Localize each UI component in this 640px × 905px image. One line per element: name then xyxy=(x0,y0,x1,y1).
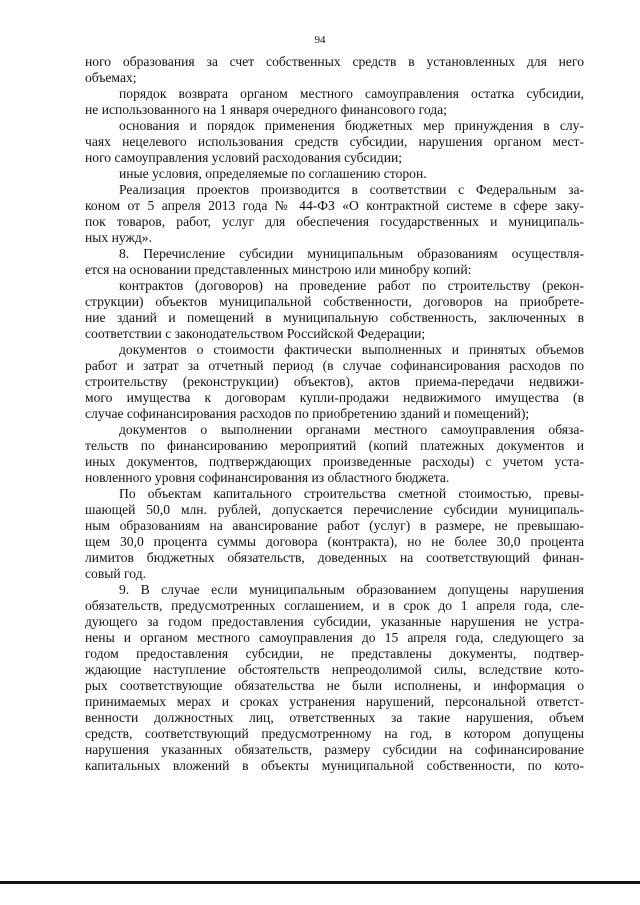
text-line: строительству (реконструкции) объектов), актов приема-передачи недвижи- xyxy=(85,374,584,389)
text-line: работ и затрат за отчетный период (в случае софинансирования расходов по xyxy=(85,358,584,373)
text-line: объемах; xyxy=(85,70,137,85)
text-line: По объектам капитального строительства сметной стоимостью, превы- xyxy=(119,486,584,501)
page-number: 94 xyxy=(314,34,326,46)
text-line: 9. В случае если муниципальным образованием допущены нарушения xyxy=(119,582,584,597)
text-line: документов о выполнении органами местного самоуправления обяза- xyxy=(119,422,584,437)
bottom-rule xyxy=(0,881,640,884)
text-line: лимитов бюджетных обязательств, доведенных на соответствующий финан- xyxy=(85,550,584,565)
text-line: совый год. xyxy=(85,566,147,581)
text-line: ждающие наступление обстоятельств непреодолимой силы, вследствие кото- xyxy=(85,662,584,677)
text-line: обязательств, предусмотренных соглашением, и в срок до 1 апреля года, сле- xyxy=(85,598,584,613)
text-line: капитальных вложений в объекты муниципальной собственности, по кото- xyxy=(85,758,584,773)
text-line: нены и органом местного самоуправления до 15 апреля года, следующего за xyxy=(85,630,584,645)
text-line: основания и порядок применения бюджетных мер принуждения в слу- xyxy=(119,118,584,133)
text-line: принимаемых мерах и сроках устранения нарушений, персональной ответст- xyxy=(85,694,584,709)
text-line: ного образования за счет собственных средств в установленных для него xyxy=(85,54,584,69)
document-body xyxy=(85,54,584,774)
text-line: ным образованиям на авансирование работ (услуг) в размере, не превышаю- xyxy=(85,518,584,533)
text-line: 8. Перечисление субсидии муниципальным образованиям осуществля- xyxy=(119,246,584,261)
text-line: пок товаров, работ, услуг для обеспечения государственных и муниципаль- xyxy=(85,214,584,229)
text-line: новленного уровня софинансирования из областного бюджета. xyxy=(85,470,450,485)
text-line: щем 30,0 процента суммы договора (контракта), но не более 30,0 процента xyxy=(85,534,584,549)
text-line: мого имущества к договорам купли-продажи недвижимого имущества (в xyxy=(85,390,584,405)
text-line: соответствии с законодательством Российской Федерации; xyxy=(85,326,426,341)
text-line: не использованного на 1 января очередного финансового года; xyxy=(85,102,447,117)
text-line: документов о стоимости фактически выполненных и принятых объемов xyxy=(119,342,584,357)
text-line: годом предоставления субсидии, не представлены документы, подтвер- xyxy=(85,646,584,661)
text-line: ного самоуправления условий расходования субсидии; xyxy=(85,150,403,165)
text-line: тельств по финансированию мероприятий (копий платежных документов и xyxy=(85,438,584,453)
text-line: иные условия, определяемые по соглашению сторон. xyxy=(119,166,427,181)
text-line: случае софинансирования расходов по приобретению зданий и помещений); xyxy=(85,406,530,421)
text-line: ние зданий и помещений в муниципальную собственность, заключенных в xyxy=(85,310,584,325)
text-line: нарушения указанных обязательств, размеру субсидии на софинансирование xyxy=(85,742,584,757)
text-line: контрактов (договоров) на проведение работ по строительству (рекон- xyxy=(119,278,584,293)
text-line: чаях нецелевого использования средств субсидии, нарушения органом мест- xyxy=(85,134,584,149)
text-line: шающей 50,0 млн. рублей, допускается перечисление субсидии муниципаль- xyxy=(85,502,584,517)
text-line: средств, соответствующий предусмотренному на год, в котором допущены xyxy=(85,726,584,741)
text-line: коном от 5 апреля 2013 года № 44-ФЗ «О контрактной системе в сфере заку- xyxy=(85,198,584,213)
text-line: ется на основании представленных минстрою или минобру копий: xyxy=(85,262,472,277)
text-line: ных нужд». xyxy=(85,230,152,245)
text-line: иных документов, подтверждающих произведенные расходы) с учетом уста- xyxy=(85,454,584,469)
text-line: струкции) объектов муниципальной собственности, договоров на приобрете- xyxy=(85,294,584,309)
text-line: Реализация проектов производится в соответствии с Федеральным за- xyxy=(119,182,584,197)
text-line: рых соответствующие обязательства не были исполнены, и информация о xyxy=(85,678,584,693)
text-line: венности должностных лиц, ответственных за такие нарушения, объем xyxy=(85,710,584,725)
text-line: дующего за годом предоставления субсидии, указанные нарушения не устра- xyxy=(85,614,584,629)
text-line: порядок возврата органом местного самоуправления остатка субсидии, xyxy=(119,86,584,101)
